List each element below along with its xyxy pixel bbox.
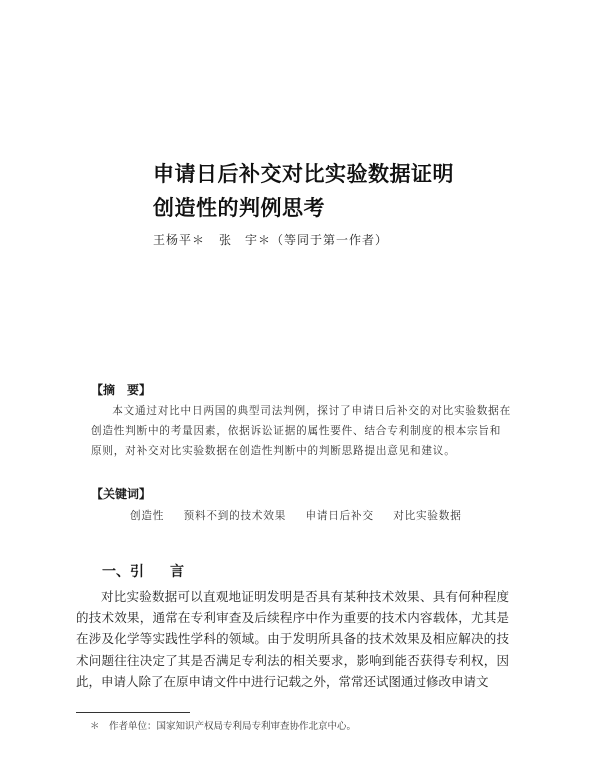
section-heading [102,562,184,582]
paper-title [153,157,533,225]
section-title-b: 言 [170,564,184,580]
section-title-a: 引 [130,564,144,580]
author-note: （等同于第一作者） [271,233,389,247]
title-line-1: 申请日后补交对比实验数据证明 [153,162,454,186]
keywords-list [130,507,530,525]
author-1: 王杨平＊ [153,233,206,247]
keyword: 对比实验数据 [393,510,462,522]
keyword: 申请日后补交 [305,510,374,522]
footnote: ＊ 作者单位：国家知识产权局专利局专利审查协作北京中心。 [90,721,357,732]
section-number: 一、 [102,564,130,580]
keyword: 创造性 [130,510,165,522]
keywords-label: 【关键词】 [91,487,152,501]
body-paragraph: 对比实验数据可以直观地证明发明是否具有某种技术效果、具有何种程度的技术效果，通常在专利审查及后续程序中作为重要的技术内容载体，尤其是在涉及化学等实践性学科的领域。由于发明所具备的技术效果及相应解决的技术问题往往决定了其是否满足专利法的相关要求，影响到能否获得专利权，因此，申请人除了在原申请文件中进行记载之外，常常还试图通过修改申请文 [76,589,509,689]
title-line-2: 创造性的判例思考 [153,196,325,220]
footnote-rule [76,712,190,713]
abstract-label: 【摘 要】 [91,383,152,397]
abstract-text: 本文通过对比中日两国的典型司法判例，探讨了申请日后补交的对比实验数据在创造性判断中的考量因素，依据诉讼证据的属性要件、结合专利制度的根本宗旨和原则，对补交对比实验数据在创造性判断中的判断思路提出意见和建议。 [91,405,511,457]
author-line [153,231,483,249]
keyword: 预料不到的技术效果 [183,510,287,522]
author-2: 张 宇＊ [219,233,272,247]
